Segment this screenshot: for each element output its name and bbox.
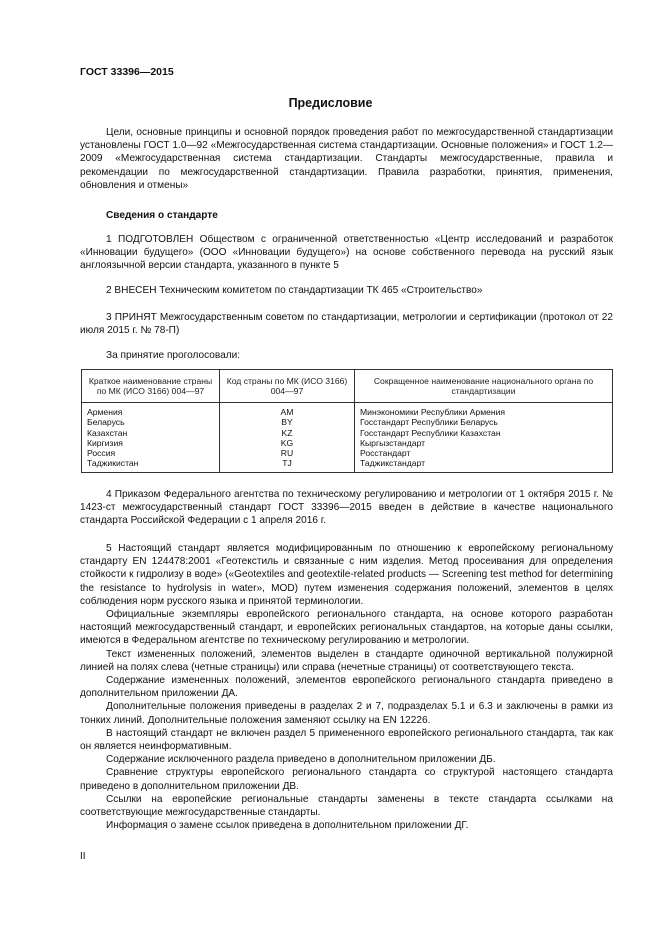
country-cell: Беларусь xyxy=(87,417,125,428)
section-title-block xyxy=(80,209,613,222)
table-row xyxy=(82,428,613,438)
section-title: Сведения о стандарте xyxy=(106,210,218,221)
item-5-annex-dg: Информация о замене ссылок приведена в дополнительном приложении ДГ. xyxy=(106,820,469,832)
country-cell: Киргизия xyxy=(87,437,123,448)
item-5-additional: Дополнительные положения приведены в разделах 2 и 7, подразделах 5.1 и 6.3 и заключены в рамки из тонких линий. Дополнительные положения заменяют ссылку на EN 12226. xyxy=(80,701,613,726)
table-header-country: Краткое наименование страны по МК (ИСО 3166) 004—97 xyxy=(82,370,220,403)
item-5-annex-da: Содержание измененных положений, элементов европейского регионального стандарта приведено в дополнительном приложении ДА. xyxy=(80,675,613,700)
item-5-excluded: В настоящий стандарт не включен раздел 5 примененного европейского регионального стандарта, так как он является неинформативным. xyxy=(80,727,613,753)
table-header-code: Код страны по МК (ИСО 3166) 004—97 xyxy=(220,370,355,403)
code-cell: BY xyxy=(220,417,355,427)
code-cell: AM xyxy=(220,403,355,418)
item-5-annex-dv: Сравнение структуры европейского регионального стандарта со структурой настоящего стандарта приведено в дополнительном приложении ДВ. xyxy=(80,767,613,792)
page-title: Предисловие xyxy=(288,96,373,110)
country-cell: Армения xyxy=(87,407,123,417)
body-cell: Росстандарт xyxy=(355,448,613,458)
table-row xyxy=(82,417,613,427)
page-number: II xyxy=(80,851,86,862)
table-row xyxy=(82,403,613,418)
voted-label: За принятие проголосовали: xyxy=(106,350,241,361)
body-cell: Минэкономики Республики Армения xyxy=(355,403,613,418)
code-cell: RU xyxy=(220,448,355,458)
item-5-block xyxy=(80,542,613,832)
item-5-references: Ссылки на европейские региональные стандарты заменены в тексте стандарта ссылками на соответствующие межгосударственные стандарты. xyxy=(80,793,613,819)
country-cell: Таджикистан xyxy=(87,458,139,469)
voted-label-block xyxy=(80,349,613,362)
table-row xyxy=(82,438,613,448)
intro-paragraph: Цели, основные принципы и основной порядок проведения работ по межгосударственной стандартизации установлены ГОСТ 1.0—92 «Межгосударственная система стандартизации. Основные положения» и ГОСТ 1.2—2009 «Межгосударственная система стандартизации. Стандарты межгосударственные, правила и рекомендации по межгосударственной стандартизации. Правила разработки, принятия, применения, обновления и отмены» xyxy=(80,127,613,191)
document-code-header: ГОСТ 33396—2015 xyxy=(80,66,174,78)
item-5-changed-text: Текст измененных положений, элементов выделен в стандарте одиночной вертикальной полужирной линией на полях слева (четные страницы) или справа (нечетные страницы) от соответствующего текста. xyxy=(80,648,613,673)
country-cell: Россия xyxy=(87,448,116,459)
member-countries-table xyxy=(81,369,613,473)
code-cell: KG xyxy=(220,438,355,448)
code-cell: KZ xyxy=(220,428,355,438)
code-cell: TJ xyxy=(220,458,355,472)
body-cell: Госстандарт Республики Казахстан xyxy=(355,428,613,438)
table-row xyxy=(82,448,613,458)
body-cell: Кыргызстандарт xyxy=(355,438,613,448)
body-cell: Таджикстандарт xyxy=(355,458,613,472)
item-5-official-copies: Официальные экземпляры европейского регионального стандарта, на основе которого разработан настоящий межгосударственный стандарт, и европейских региональных стандартов, на которые даны ссылки, имеются в Федеральном агентстве по техническому регулированию и метрологии. xyxy=(80,609,613,647)
table-header-body: Сокращенное наименование национального органа по стандартизации xyxy=(355,370,613,403)
item-1: 1 ПОДГОТОВЛЕН Обществом с ограниченной ответственностью «Центр исследований и разработок «Инновации будущего» (ООО «Инновации будущего») на основе собственного перевода на русский язык англоязычной версии стандарта, указанного в пункте 5 xyxy=(80,234,613,272)
country-cell: Казахстан xyxy=(87,427,128,438)
item-5-annex-db: Содержание исключенного раздела приведено в дополнительном приложении ДБ. xyxy=(106,754,496,766)
table-row xyxy=(82,458,613,472)
item-4: 4 Приказом Федерального агентства по техническому регулированию и метрологии от 1 октября 2015 г. № 1423-ст межгосударственный стандарт ГОСТ 33396—2015 введен в действие в качестве национального стандарта Российской Федерации с 1 апреля 2016 г. xyxy=(80,489,613,527)
item-3: 3 ПРИНЯТ Межгосударственным советом по стандартизации, метрологии и сертификации (протокол от 22 июля 2015 г. № 78-П) xyxy=(80,312,613,337)
table-header-row xyxy=(82,370,613,403)
item-2: 2 ВНЕСЕН Техническим комитетом по стандартизации ТК 465 «Строительство» xyxy=(106,285,483,296)
item-5: 5 Настоящий стандарт является модифицированным по отношению к европейскому региональному стандарту EN 124478:2001 «Геотекстиль и связанные с ним изделия. Метод просеивания для определения стойкости к гидролизу в воде» («Geotextiles and geotextile-related products — Screening test method for determining the resistance to hydrolysis in water», MOD) путем изменения содержания положений, элементов в целях соблюдения норм русского языка и принятой терминологии. xyxy=(80,543,613,607)
body-cell: Госстандарт Республики Беларусь xyxy=(355,417,613,427)
